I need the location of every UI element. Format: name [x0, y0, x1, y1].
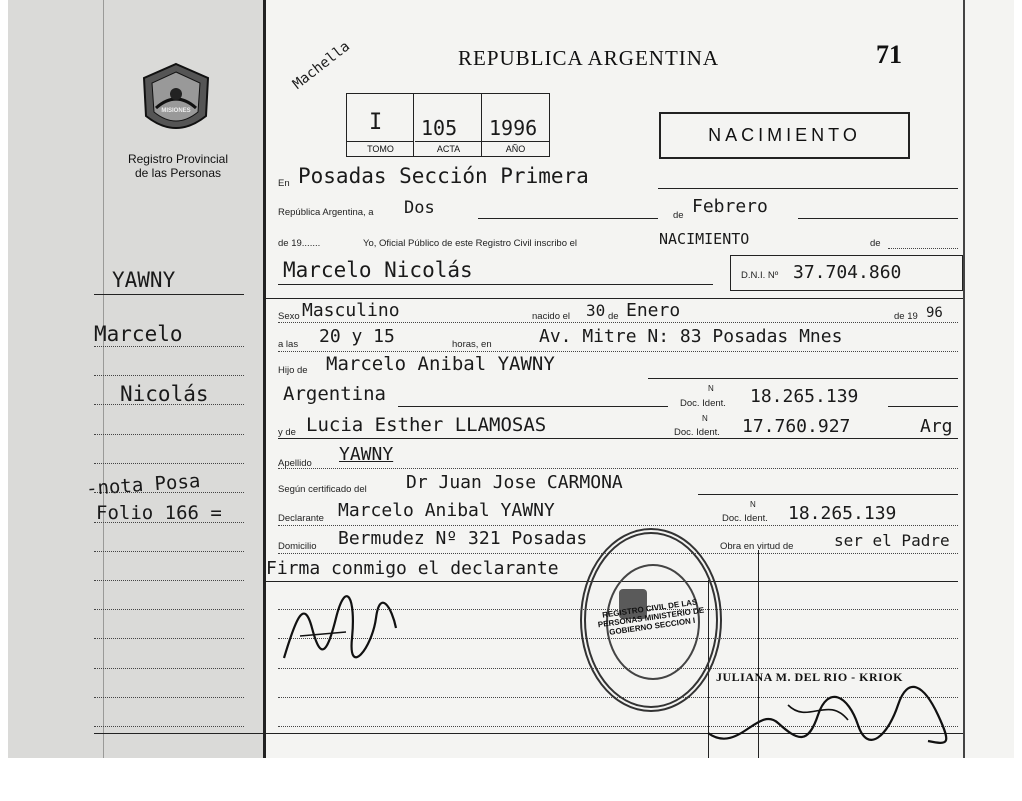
time-value: 20 y 15 [319, 326, 395, 347]
margin-dotline [94, 404, 244, 405]
page-number: 71 [876, 40, 902, 69]
margin-note-line2: Folio 166 = [96, 502, 222, 524]
margin-note-line1: -nota Posa [85, 470, 202, 500]
line-hijo [648, 378, 958, 379]
label-alas: a las [278, 339, 299, 350]
declarant-signature [276, 588, 406, 668]
label-de-year: de 19 [894, 311, 918, 322]
place-value: Posadas Sección Primera [298, 164, 589, 188]
label-dni: D.N.I. Nº [741, 270, 779, 281]
father-nationality: Argentina [283, 383, 386, 405]
margin-first-name: Marcelo [94, 322, 183, 346]
dni-box [730, 255, 963, 291]
registry-name-line2: de las Personas [134, 166, 222, 180]
birth-month: Enero [626, 300, 681, 321]
label-hijo: Hijo de [278, 365, 308, 376]
margin-dotline [94, 609, 244, 610]
apellido-value: YAWNY [339, 444, 394, 465]
stamp-text: REGISTRO CIVIL DE LAS PERSONAS MINISTERIO DE GOBIERNO SECCION I [597, 597, 705, 637]
line-day [478, 218, 658, 219]
birth-day: 30 [586, 301, 606, 320]
label-de-end: de [870, 238, 881, 249]
month-value: Febrero [692, 196, 768, 217]
doc-sup-father: N [708, 384, 714, 393]
label-de-birth: de [608, 311, 619, 322]
acto-value: NACIMIENTO [659, 230, 750, 248]
acta-value: 105 [421, 116, 458, 140]
ano-caption: AÑO [482, 141, 549, 156]
right-border [963, 0, 965, 758]
declarante-value: Marcelo Anibal YAWNY [338, 500, 555, 521]
official-name-stamp: JULIANA M. DEL RIO - KRIOK [716, 670, 904, 684]
country-title: REPUBLICA ARGENTINA [458, 46, 720, 70]
label-oficial: Yo, Oficial Público de este Registro Civil inscribo el [363, 238, 578, 249]
label-segun: Según certificado del [278, 484, 367, 495]
line-sexo [278, 322, 958, 323]
label-sexo: Sexo [278, 311, 300, 322]
margin-dotline [94, 726, 244, 727]
father-doc: 18.265.139 [750, 386, 859, 407]
seal-text: MISIONES [161, 108, 191, 114]
sexo-value: Masculino [302, 300, 400, 321]
line-alas [278, 351, 958, 352]
margin-dotline [94, 375, 244, 376]
label-en: En [278, 178, 290, 189]
margin-dotline [94, 668, 244, 669]
doc-sup-declarante: N [750, 500, 756, 509]
certificate-type-box: NACIMIENTO [659, 112, 910, 159]
margin-dotline [94, 434, 244, 435]
certificate-sheet [8, 0, 1014, 758]
line-apellido [278, 468, 958, 469]
mother-doc: 17.760.927 [742, 416, 851, 437]
mother-name: Lucia Esther LLAMOSAS [306, 414, 547, 436]
margin-underline [94, 294, 244, 295]
column-separator [263, 0, 266, 758]
official-signature [698, 675, 958, 758]
line-name [278, 284, 713, 285]
mother-nationality: Arg [920, 416, 953, 437]
label-doc-mother: Doc. Ident. [674, 427, 720, 438]
firma-text: Firma conmigo el declarante [266, 558, 559, 579]
label-de19: de 19....... [278, 238, 321, 249]
tomo-value: I [369, 110, 383, 135]
section-rule [266, 298, 963, 299]
margin-dotline [94, 463, 244, 464]
label-doc-father: Doc. Ident. [680, 398, 726, 409]
margin-scribble: Machella [290, 38, 353, 93]
line-de-end [888, 248, 958, 249]
registry-name-line1: Registro Provincial [127, 152, 229, 166]
label-nacido: nacido el [532, 311, 571, 322]
margin-dotline [94, 522, 244, 523]
line-declarante [278, 525, 958, 526]
margin-dotline [94, 551, 244, 552]
margin-second-name: Nicolás [120, 382, 209, 406]
line-father-doc [888, 406, 958, 407]
domicilio-value: Bermudez Nº 321 Posadas [338, 528, 588, 549]
certificante-value: Dr Juan Jose CARMONA [406, 472, 623, 493]
line-month [798, 218, 958, 219]
label-republica: República Argentina, a [278, 207, 374, 218]
label-apellido: Apellido [278, 458, 312, 469]
label-declarante: Declarante [278, 513, 324, 524]
tomo-acta-ano-box [346, 93, 550, 157]
margin-surname: YAWNY [112, 268, 176, 292]
page-fold [103, 0, 104, 758]
label-domicilio: Domicilio [278, 541, 317, 552]
tomo-caption: TOMO [347, 141, 414, 156]
line-nationality [398, 406, 668, 407]
child-name: Marcelo Nicolás [283, 258, 473, 282]
dni-value: 37.704.860 [793, 262, 902, 283]
provincial-seal-logo [136, 60, 216, 142]
ano-value: 1996 [489, 116, 538, 140]
margin-dotline [94, 580, 244, 581]
doc-sup-mother: N [702, 414, 708, 423]
margin-dotline [94, 638, 244, 639]
acta-caption: ACTA [415, 141, 482, 156]
birth-year-suffix: 96 [926, 305, 943, 321]
label-doc-declarante: Doc. Ident. [722, 513, 768, 524]
label-obra: Obra en virtud de [720, 541, 794, 552]
line-yde [278, 438, 958, 439]
label-horas: horas, en [452, 339, 492, 350]
line-segun [698, 494, 958, 495]
obra-value: ser el Padre [834, 531, 950, 550]
label-de-month: de [673, 210, 684, 221]
margin-dotline [94, 492, 244, 493]
margin-dotline [94, 697, 244, 698]
line-en [658, 188, 958, 189]
father-name: Marcelo Anibal YAWNY [326, 353, 555, 375]
margin-dotline [94, 346, 244, 347]
birth-place: Av. Mitre N: 83 Posadas Mnes [539, 326, 843, 347]
declarante-doc: 18.265.139 [788, 503, 897, 524]
label-yde: y de [278, 427, 296, 438]
day-value: Dos [404, 198, 435, 218]
